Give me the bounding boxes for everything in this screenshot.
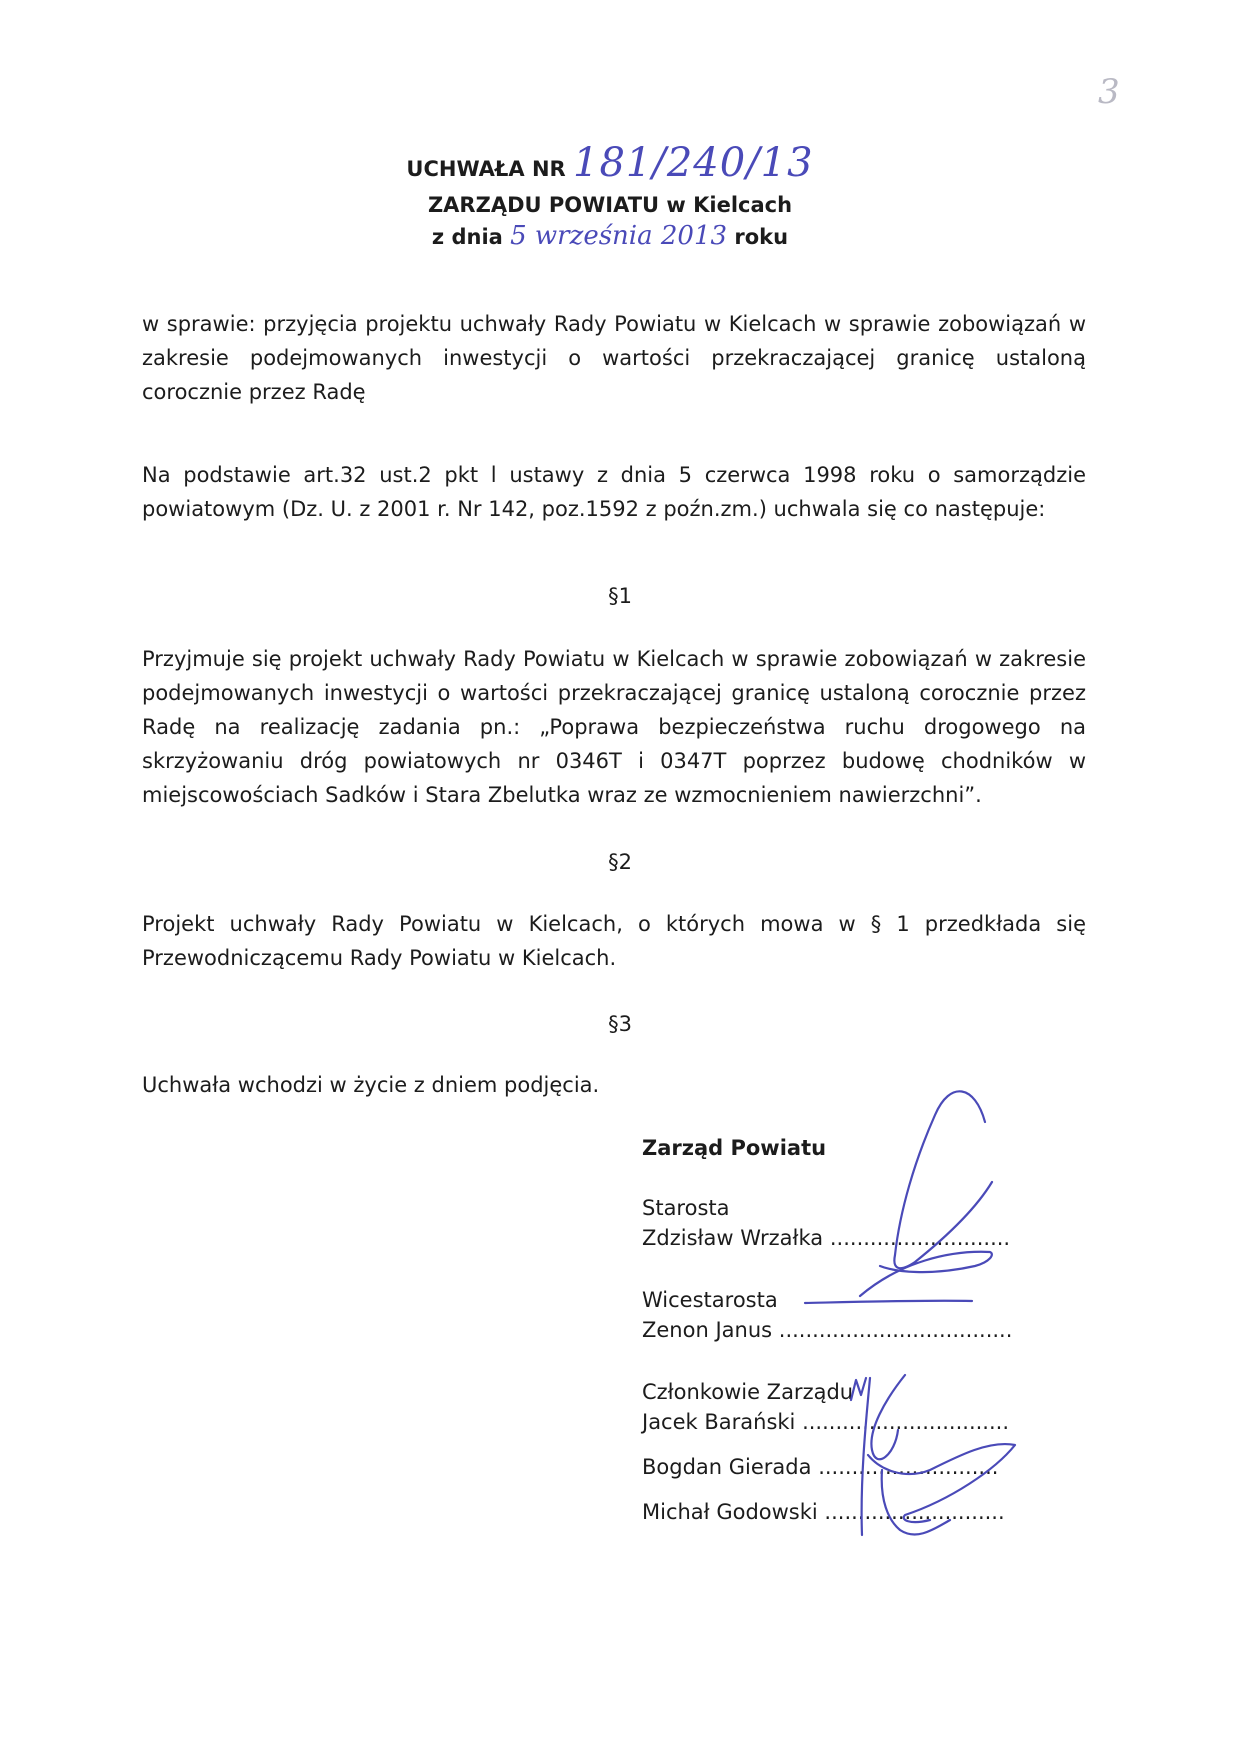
member-3-line (642, 1497, 1005, 1527)
resolution-header-date (380, 221, 840, 253)
subject-paragraph: w sprawie: przyjęcia projektu uchwały Rady Powiatu w Kielcach w sprawie zobowiązań w zakresie podejmowanych inwestycji o wartości przekraczającej granicę ustaloną corocznie przez Radę (142, 312, 1086, 404)
member-3-name: Michał Godowski (642, 1500, 818, 1524)
member-2-name: Bogdan Gierada (642, 1455, 812, 1479)
date-suffix: roku (734, 225, 789, 249)
section-3-text: Uchwała wchodzi w życie z dniem podjęcia. (142, 1073, 600, 1097)
page-number: 3 (1098, 72, 1120, 112)
section-2-mark: §2 (608, 850, 632, 874)
member-3-signature-dots: ........................... (824, 1500, 1005, 1524)
section-1-mark: §1 (608, 584, 632, 608)
board-title: Zarząd Powiatu (642, 1136, 827, 1160)
starosta-line (642, 1223, 1010, 1253)
legal-basis-paragraph: Na podstawie art.32 ust.2 pkt l ustawy z dnia 5 czerwca 1998 roku o samorządzie powiatowym (Dz. U. z 2001 r. Nr 142, poz.1592 z poźn.zm.) uchwala się co następuje: (142, 463, 1086, 521)
member-2-line (642, 1452, 998, 1482)
section-3-mark: §3 (608, 1012, 632, 1036)
member-1-name: Jacek Barański (642, 1410, 796, 1434)
resolution-header-number (380, 140, 840, 186)
section-1-text: Przyjmuje się projekt uchwały Rady Powiatu w Kielcach w sprawie zobowiązań w zakresie podejmowanych inwestycji o wartości przekraczającej granicę ustaloną corocznie przez Radę na realizację zadania pn.: „Poprawa bezpieczeństwa ruchu drogowego na skrzyżowaniu dróg powiatowych nr 0346T i 0347T poprzez budowę chodników w miejscowościach Sadków i Stara Zbelutka wraz ze wzmocnieniem nawierzchni”. (142, 647, 1086, 807)
wicestarosta-signature-stroke (805, 1301, 972, 1303)
starosta-name: Zdzisław Wrzałka (642, 1226, 824, 1250)
wicestarosta-name: Zenon Janus (642, 1318, 773, 1342)
starosta-signature-dots: ........................... (829, 1226, 1011, 1250)
resolution-label: UCHWAŁA NR (406, 157, 566, 181)
handwritten-resolution-number: 181/240/13 (573, 140, 814, 186)
wicestarosta-signature-dots: ................................... (778, 1318, 1013, 1342)
starosta-signature-stroke (860, 1091, 992, 1296)
member-2-signature-dots: ........................... (818, 1455, 999, 1479)
resolution-header-body: ZARZĄDU POWIATU w Kielcach (427, 193, 793, 217)
wicestarosta-line (642, 1315, 1012, 1345)
section-2-text: Projekt uchwały Rady Powiatu w Kielcach, o których mowa w § 1 przedkłada się Przewodniczącemu Rady Powiatu w Kielcach. (142, 912, 1086, 970)
member-1-line (642, 1407, 1009, 1437)
date-prefix: z dnia (431, 225, 503, 249)
wicestarosta-role: Wicestarosta (642, 1288, 778, 1312)
starosta-role: Starosta (642, 1196, 730, 1220)
members-role: Członkowie Zarządu (642, 1380, 854, 1404)
member-1-signature-dots: ............................... (802, 1410, 1010, 1434)
handwritten-date: 5 września 2013 (510, 221, 728, 251)
